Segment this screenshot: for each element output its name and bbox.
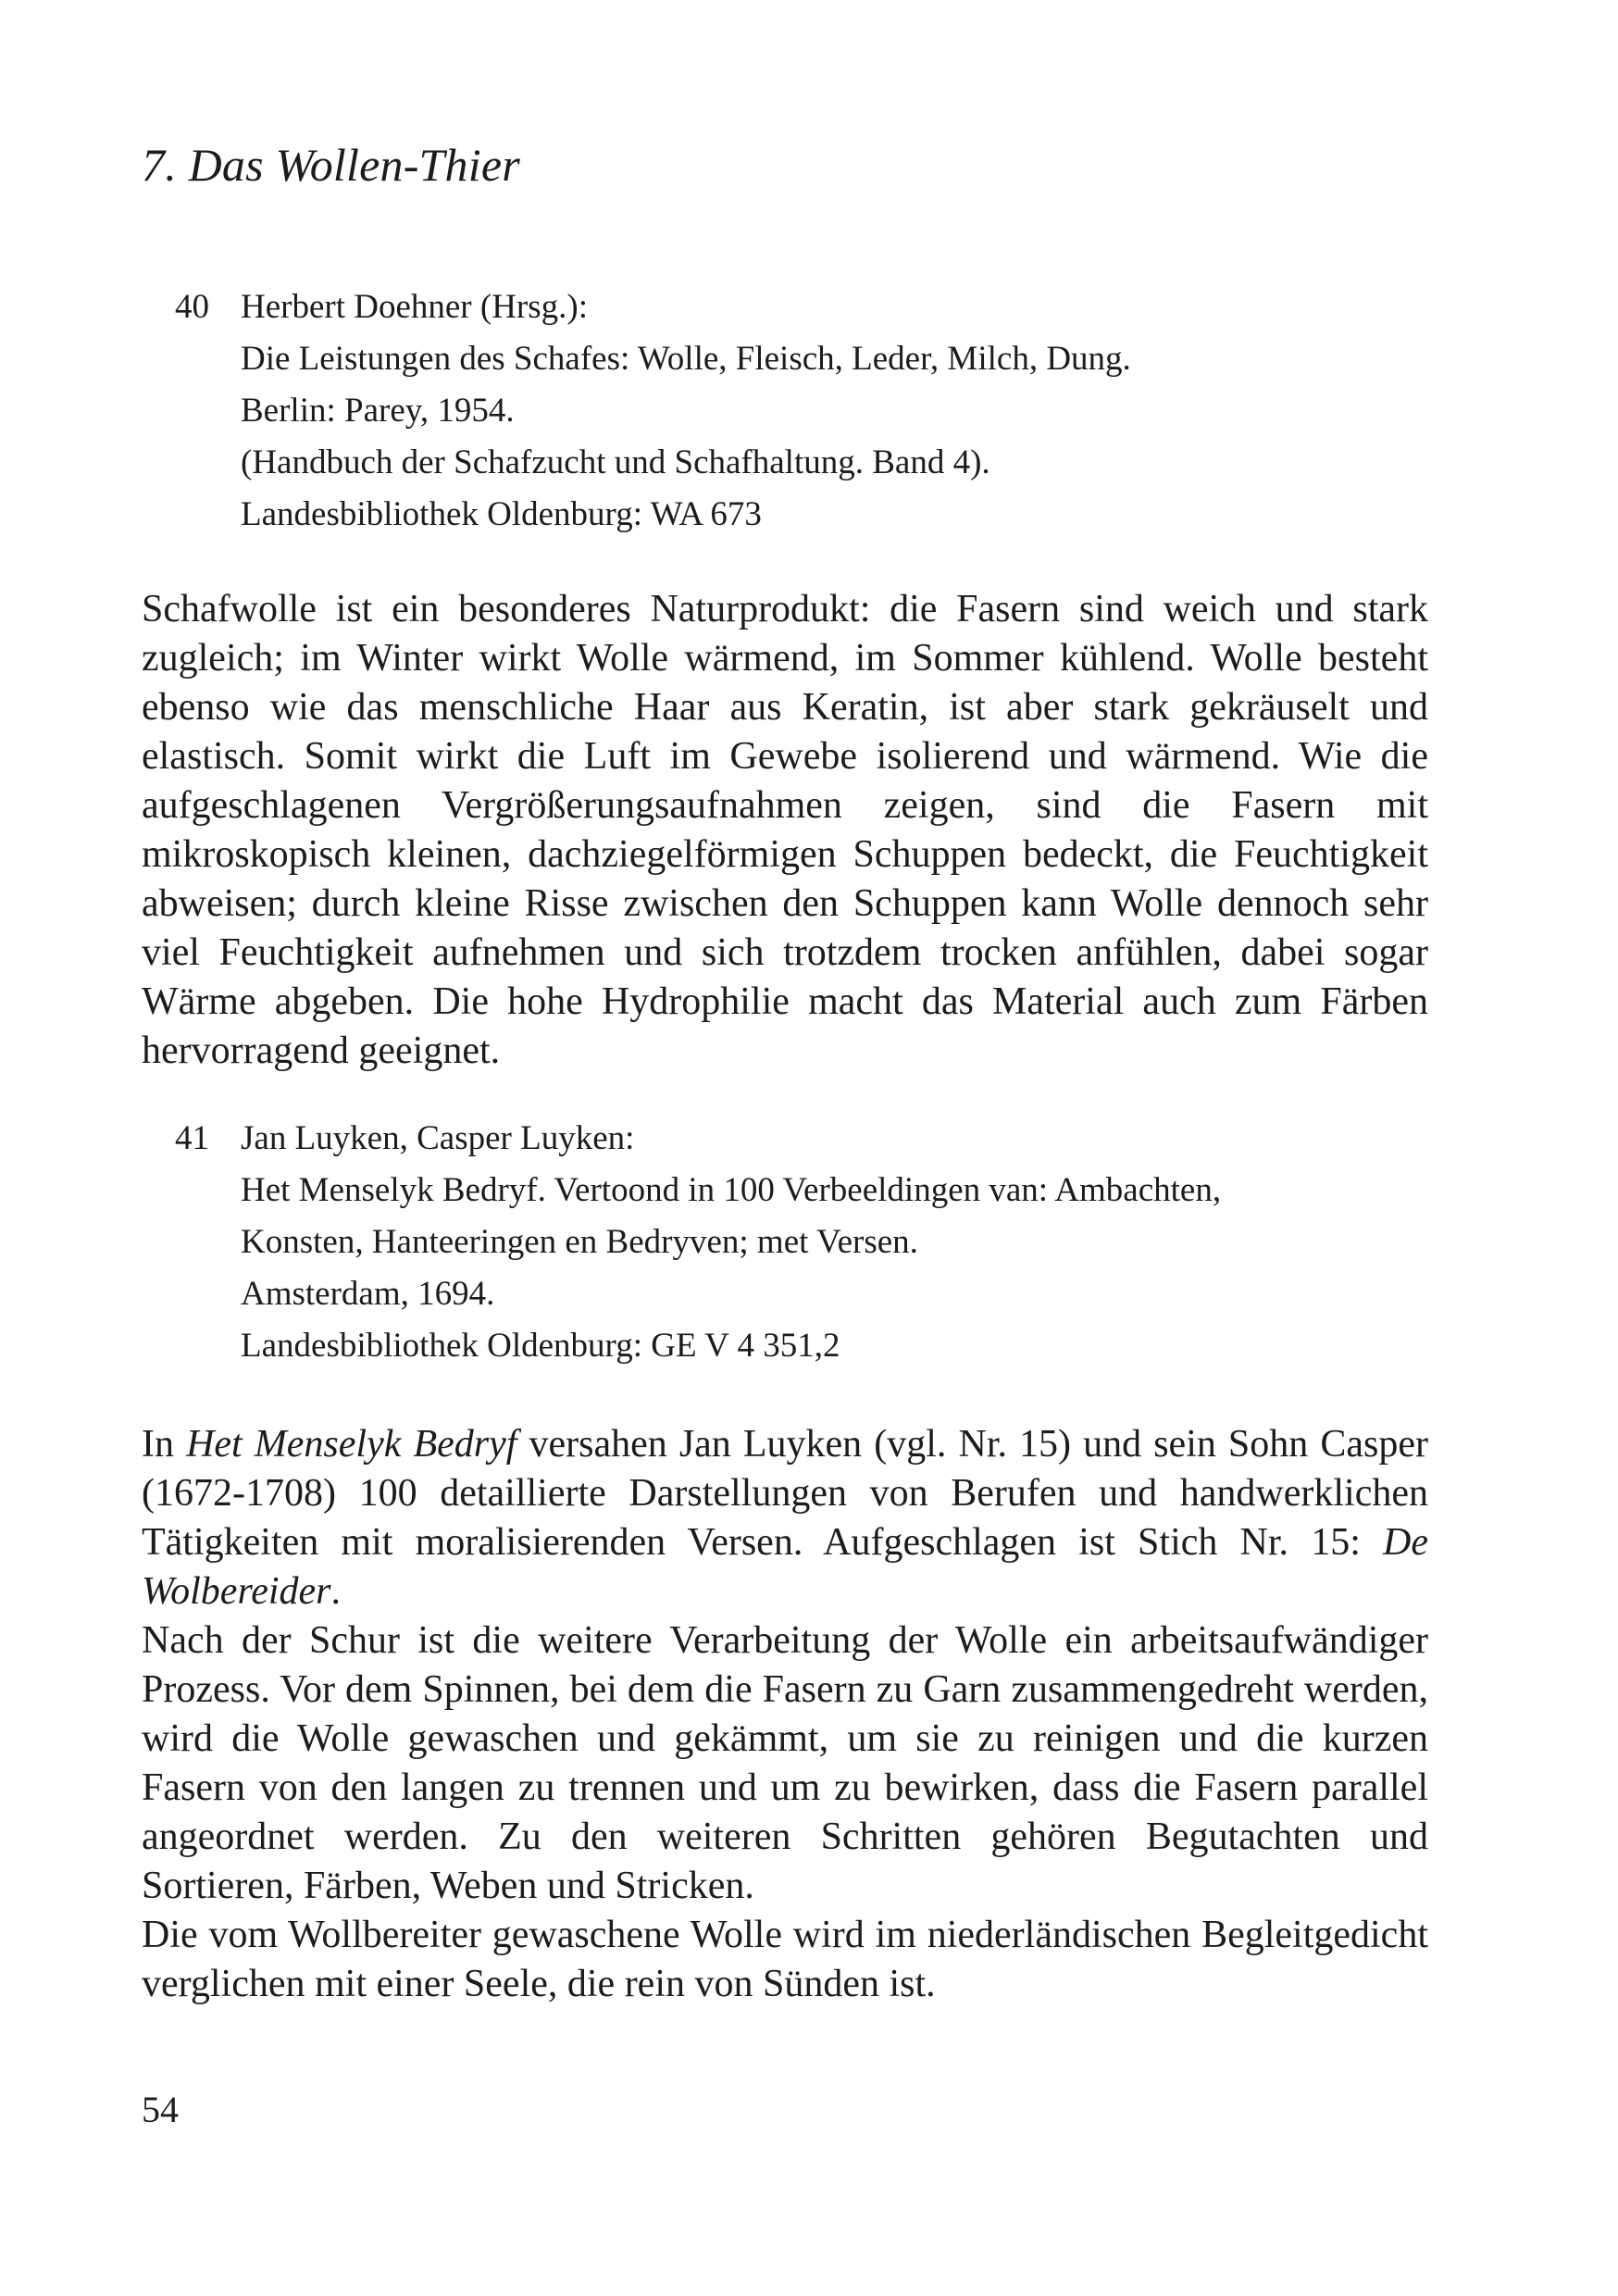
paragraph-text: In bbox=[142, 1423, 187, 1466]
section-title: 7. Das Wollen-Thier bbox=[142, 139, 520, 191]
page-body bbox=[142, 139, 1428, 2009]
citation-line: Berlin: Parey, 1954. bbox=[241, 392, 515, 430]
body-paragraph: Schafwolle ist ein besonderes Naturprodukt: die Fasern sind weich und stark zugleich; im Winter wirkt Wolle wärmend, im Sommer kühlend. Wolle besteht ebenso wie das menschliche Haar aus Keratin, ist aber stark gekräuselt und elastisch. Somit wirkt die Luft im Gewebe isolierend und wärmend. Wie die aufgeschlagenen Vergrößerungsaufnahmen zeigen, sind die Fasern mit mikroskopisch kleinen, dachziegelförmigen Schuppen bedeckt, die Feuchtigkeit abweisen; durch kleine Risse zwischen den Schuppen kann Wolle dennoch sehr viel Feuchtigkeit aufnehmen und sich trotzdem trocken anfühlen, dabei sogar Wärme abgeben. Die hohe Hydrophilie macht das Material auch zum Färben hervorragend geeignet. bbox=[142, 588, 1428, 1072]
entry-number: 41 bbox=[175, 1119, 209, 1157]
body-paragraph bbox=[142, 1420, 1428, 1616]
paragraph-text: versahen Jan Luyken (vgl. Nr. 15) und sein Sohn Casper (1672-1708) 100 detaillierte Darstellungen von Berufen und handwerklichen Tätigkeiten mit moralisierenden Versen. Aufgeschlagen ist Stich Nr. 15: bbox=[142, 1423, 1428, 1564]
entry-citation bbox=[241, 281, 1428, 541]
catalog-entry-40 bbox=[175, 281, 1428, 541]
catalog-entry-41 bbox=[175, 1113, 1428, 1372]
body-paragraph: Nach der Schur ist die weitere Verarbeitung der Wolle ein arbeitsaufwändiger Prozess. Vor dem Spinnen, bei dem die Fasern zu Garn zusammengedreht werden, wird die Wolle gewaschen und gekämmt, um sie zu reinigen und die kurzen Fasern von den langen zu trennen und um zu bewirken, dass die Fasern parallel angeordnet werden. Zu den weiteren Schritten gehören Begutachten und Sortieren, Färben, Weben und Stricken. bbox=[142, 1619, 1428, 1907]
entry-number: 40 bbox=[175, 288, 209, 326]
citation-line: Amsterdam, 1694. bbox=[241, 1275, 495, 1313]
work-title: Het Menselyk Bedryf bbox=[186, 1423, 517, 1466]
plate-title: De Wolbereider bbox=[142, 1521, 1428, 1613]
citation-line: Die Leistungen des Schafes: Wolle, Fleisch, Leder, Milch, Dung. bbox=[241, 340, 1131, 378]
citation-line: Konsten, Hanteeringen en Bedryven; met Versen. bbox=[241, 1223, 918, 1261]
entry-citation bbox=[241, 1113, 1428, 1372]
page-number: 54 bbox=[142, 2089, 179, 2130]
citation-line: Landesbibliothek Oldenburg: WA 673 bbox=[241, 495, 762, 533]
citation-line: (Handbuch der Schafzucht und Schafhaltung. Band 4). bbox=[241, 443, 990, 481]
citation-line: Herbert Doehner (Hrsg.): bbox=[241, 288, 588, 326]
citation-line: Landesbibliothek Oldenburg: GE V 4 351,2 bbox=[241, 1327, 840, 1365]
citation-line: Jan Luyken, Casper Luyken: bbox=[241, 1119, 635, 1157]
body-paragraph: Die vom Wollbereiter gewaschene Wolle wird im niederländischen Begleitgedicht verglichen mit einer Seele, die rein von Sünden ist. bbox=[142, 1914, 1428, 2005]
citation-line: Het Menselyk Bedryf. Vertoond in 100 Verbeeldingen van: Ambachten, bbox=[241, 1171, 1222, 1209]
paragraph-text: . bbox=[330, 1570, 342, 1613]
